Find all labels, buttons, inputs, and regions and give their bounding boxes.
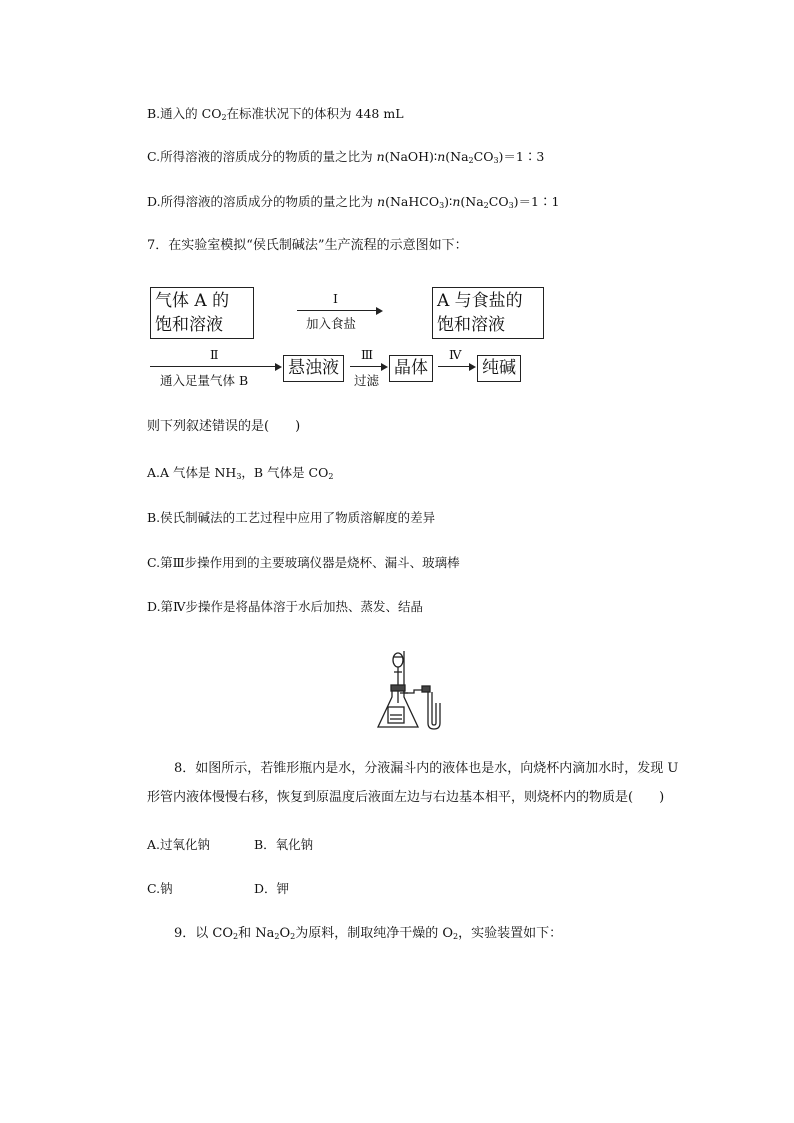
flow-step4-num: Ⅳ [449,347,462,362]
flow-arrow-4 [438,366,474,367]
q7-option-c: C.第Ⅲ步操作用到的主要玻璃仪器是烧杯、漏斗、玻璃棒 [147,555,460,570]
flow-step1-label: 加入食盐 [306,316,357,331]
q7-option-b: B.侯氏制碱法的工艺过程中应用了物质溶解度的差异 [147,510,436,525]
q6-option-d: D.所得溶液的溶质成分的物质的量之比为 $n(NaHCO_3)∶n(Na_2CO_3)=1∶1$ [147,194,560,210]
q8-option-a: A.过氧化钠 [147,837,211,852]
flask-apparatus-figure [370,645,460,733]
q8-stem-line1: 8．如图所示，若锥形瓶内是水，分液漏斗内的液体也是水，向烧杯内滴加水时，发现 U [174,761,679,776]
flow-step2-label: 通入足量气体 B [160,373,249,388]
q8-option-b: B．氧化钠 [254,837,314,852]
q7-question: 则下列叙述错误的是( ) [147,419,301,434]
flow-arrow-1 [297,310,381,311]
flow-box-soda: 纯碱 [477,355,521,382]
flow-box-gas-a: 气体 A 的 饱和溶液 [150,287,254,339]
flow-box-crystal: 晶体 [389,355,433,382]
q7-option-a: A.A 气体是 $NH_3$，B 气体是 $CO_2$ [147,465,334,481]
flow-arrow-2 [150,366,280,367]
q7-option-d: D.第Ⅳ步操作是将晶体溶于水后加热、蒸发、结晶 [147,599,424,614]
flow-step3-num: Ⅲ [361,347,374,362]
flow-step3-label: 过滤 [354,373,380,388]
q6-option-c: C.所得溶液的溶质成分的物质的量之比为 $n(NaOH)∶n(Na_2CO_3)=1∶3$ [147,149,545,165]
flow-box-suspension: 悬浊液 [283,355,344,382]
flow-step1-num: Ⅰ [333,291,338,306]
flow-box-salt-solution: A 与食盐的 饱和溶液 [432,287,544,339]
q6-option-b: B.通入的 $CO_2$在标准状况下的体积为 448 mL [147,106,404,122]
q8-stem-line2: 形管内液体慢慢右移，恢复到原温度后液面左边与右边基本相平，则烧杯内的物质是( ) [147,790,665,805]
q8-option-c: C.钠 [147,881,173,896]
q8-option-d: D．钾 [254,881,290,896]
q7-stem: 7．在实验室模拟“侯氏制碱法”生产流程的示意图如下： [147,238,468,253]
flow-step2-num: Ⅱ [210,347,219,362]
q9-stem: 9．以 $CO_2$和 $Na_2O_2$为原料，制取纯净干燥的 $O_2$，实验装置如下： [174,926,563,941]
flow-arrow-3 [350,366,386,367]
